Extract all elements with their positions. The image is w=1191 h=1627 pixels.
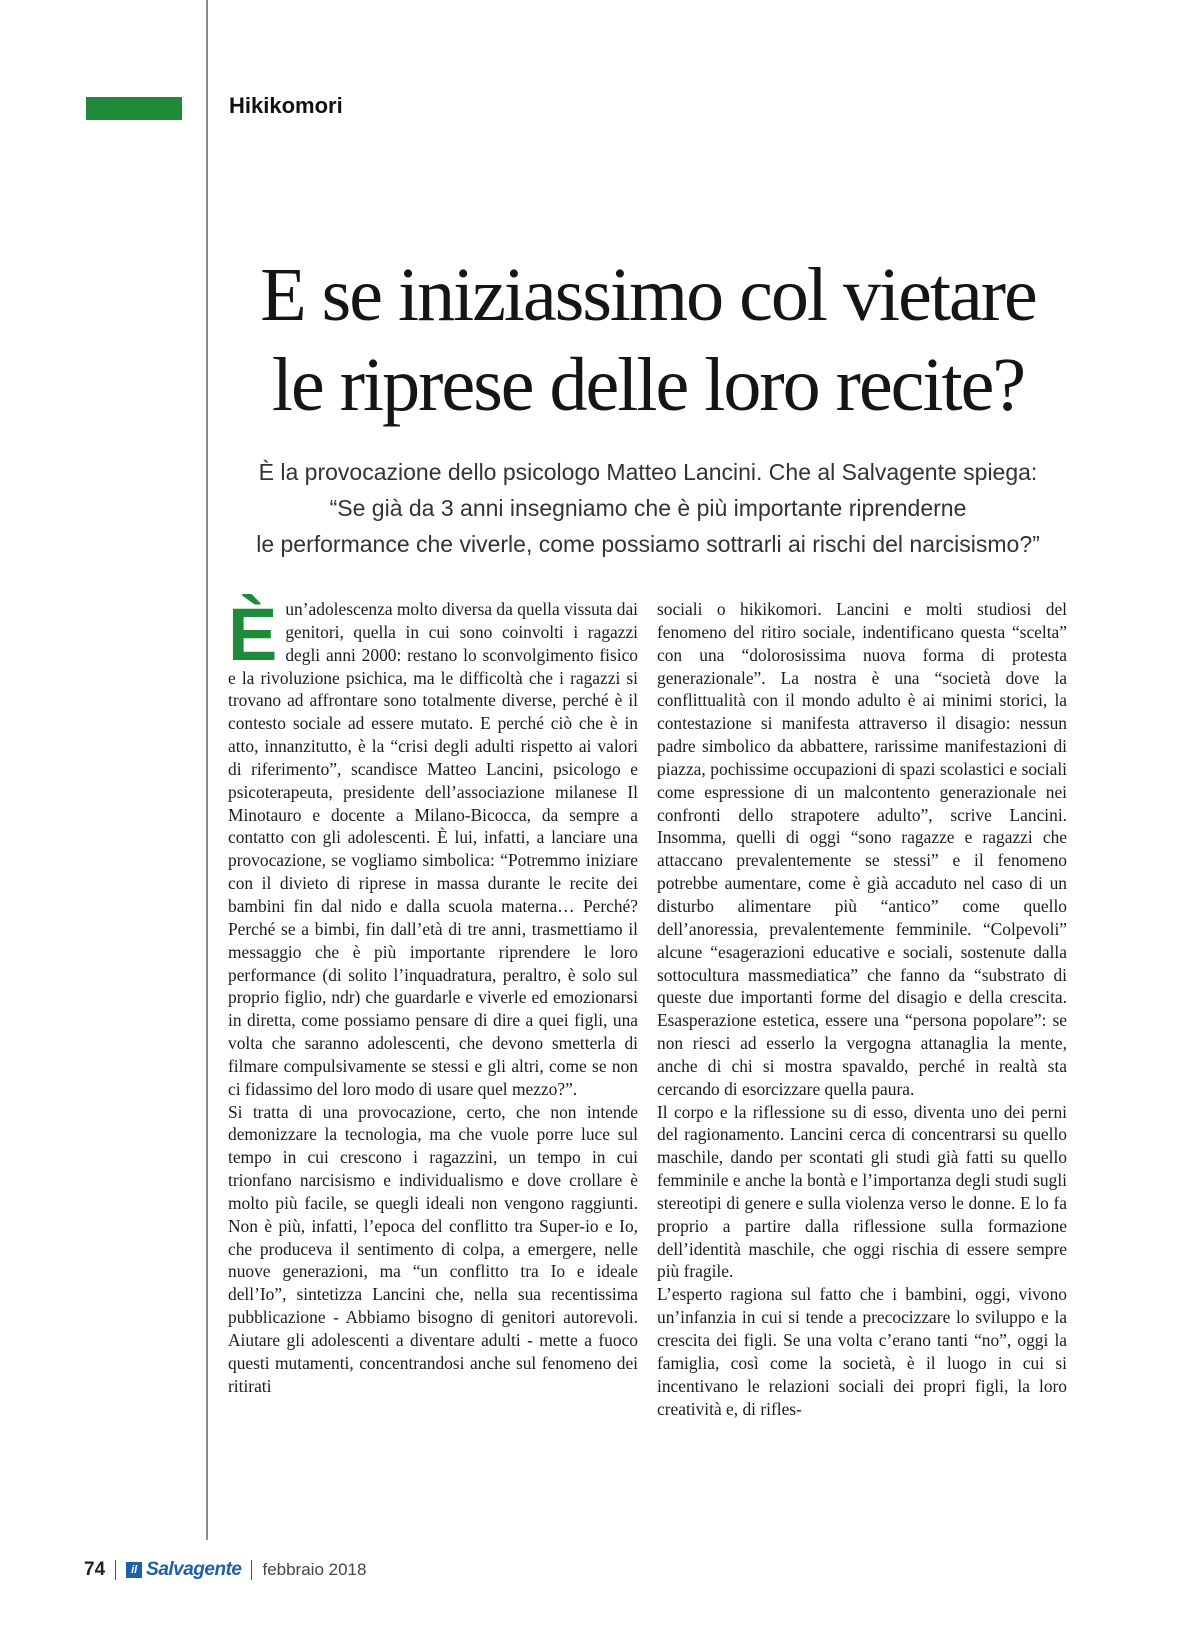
deck-line: È la provocazione dello psicologo Matteo Lancini. Che al Salvagente spiega:: [258, 459, 1038, 485]
article-paragraph: Il corpo e la riflessione su di esso, diventa uno dei perni del ragionamento. Lancini cerca di concentrarsi su quello maschile, dando per scontati gli studi già fatti su quello femminile e anche la bontà e l’importanza degli studi sugli stereotipi di genere e sulla violenza verso le donne. E lo fa proprio a partire dalla riflessione sulla formazione dell’identità maschile, che oggi rischia di essere sempre più fragile.: [657, 1101, 1067, 1282]
page-footer: [84, 1555, 366, 1585]
footer-divider: [115, 1560, 116, 1580]
magazine-logo: [126, 1559, 241, 1581]
headline-line: le riprese delle loro recite?: [271, 343, 1025, 427]
drop-cap: È: [228, 593, 278, 676]
paragraph-text: un’adolescenza molto diversa da quella vissuta dai genitori, quella in cui sono coinvolti i ragazzi degli anni 2000: restano lo sconvolgimento fisico e la rivoluzione psichica, ma le difficoltà che i ragazzi si trovano ad affrontare sono totalmente diverse, perché è il contesto sociale ad essere mutato. E perché ciò che è in atto, innanzitutto, è la “crisi degli adulti rispetto ai valori di riferimento”, scandisce Matteo Lancini, psicologo e psicoterapeuta, presidente dell’associazione milanese Il Minotauro e docente a Milano-Bicocca, da sempre a contatto con gli adolescenti. È lui, infatti, a lanciare una provocazione, se vogliamo simbolica: “Potremmo iniziare con il divieto di riprese in massa durante le recite dei bambini fin dal nido e dalla scuola materna… Perché? Perché se a bimbi, fin dall’età di tre anni, trasmettiamo il messaggio che è più importante riprendere le loro performance (di solito l’inquadratura, peraltro, è solo sul proprio figlio, ndr) che guardarle e viverle ed emozionarsi in diretta, come possiamo pensare di dire a quei figli, una volta che saranno adolescenti, che devono smetterla di filmare compulsivamente se stessi e gli altri, come se non ci fidassimo del loro modo di usare quel mezzo?”.: [228, 599, 638, 1099]
issue-date: febbraio 2018: [262, 1560, 367, 1579]
article-paragraph: [228, 593, 638, 1101]
article-paragraph: sociali o hikikomori. Lancini e molti studiosi del fenomeno del ritiro sociale, indentificano questa “scelta” con una “dolorosissima nuova forma di protesta generazionale”. La nostra è una “società dove la conflittualità con il mondo adulto è ai minimi storici, la contestazione si manifesta attraverso il disagio: nessun padre simbolico da abbattere, rarissime manifestazioni di piazza, pochissime occupazioni di spazi scolastici e sociali come espressione di un malcontento generazionale nei confronti dello strapotere adulto”, scrive Lancini. Insomma, quelli di oggi “sono ragazze e ragazzi che attaccano prevalentemente se stessi” e il fenomeno potrebbe aumentare, come è già accaduto nel caso di un disturbo alimentare più “antico” come quello dell’anoressia, prevalentemente femminile. “Colpevoli” alcune “esagerazioni educative e sociali, sostenute dalla sottocultura massmediatica” che fanno da “substrato di queste due importanti forme del disagio e della crescita. Esasperazione estetica, essere una “persona popolare”: se non riesci ad esserlo la vergogna attanaglia la mente, anche di chi si mostra spavaldo, perché in realtà sta cercando di esorcizzare quella paura.: [657, 599, 1067, 1099]
vertical-rule: [206, 0, 208, 1540]
headline: [208, 250, 1088, 430]
deck-subtitle: [208, 454, 1088, 562]
logo-mark-icon: il: [126, 1562, 142, 1578]
magazine-name: Salvagente: [146, 1559, 242, 1580]
page-number: 74: [84, 1559, 106, 1580]
article-paragraph: Si tratta di una provocazione, certo, che non intende demonizzare la tecnologia, ma che vuole porre luce sul tempo in cui crescono i ragazzini, un tempo in cui trionfano narcisismo e individualismo e dove crollare è molto più facile, se quegli ideali non vengono raggiunti. Non è più, infatti, l’epoca del conflitto tra Super-io e Io, che produceva il sentimento di colpa, a emergere, nelle nuove generazioni, ma “un conflitto tra Io e ideale dell’Io”, sintetizza Lancini che, nella sua recentissima pubblicazione - Abbiamo bisogno di genitori autorevoli. Aiutare gli adolescenti a diventare adulti - mette a fuoco questi mutamenti, concentrandosi anche sul fenomeno dei ritirati: [228, 1101, 638, 1396]
deck-line: “Se già da 3 anni insegniamo che è più importante riprenderne: [329, 495, 967, 521]
section-label: Hikikomori: [229, 93, 343, 118]
article-column-left: [228, 593, 638, 1398]
section-color-bar: [86, 97, 182, 120]
article-paragraph: L’esperto ragiona sul fatto che i bambini, oggi, vivono un’infanzia in cui si tende a precocizzare lo sviluppo e la crescita dei figli. Se una volta c’erano tanti “no”, oggi la famiglia, così come la società, è il luogo in cui si incentivano le relazioni sociali dei propri figli, la loro creatività e, di rifles-: [657, 1284, 1067, 1419]
deck-line: le performance che viverle, come possiamo sottrarli ai rischi del narcisismo?”: [256, 531, 1040, 557]
footer-divider: [251, 1560, 252, 1580]
headline-line: E se iniziassimo col vietare: [260, 253, 1036, 337]
article-column-right: [657, 598, 1067, 1420]
